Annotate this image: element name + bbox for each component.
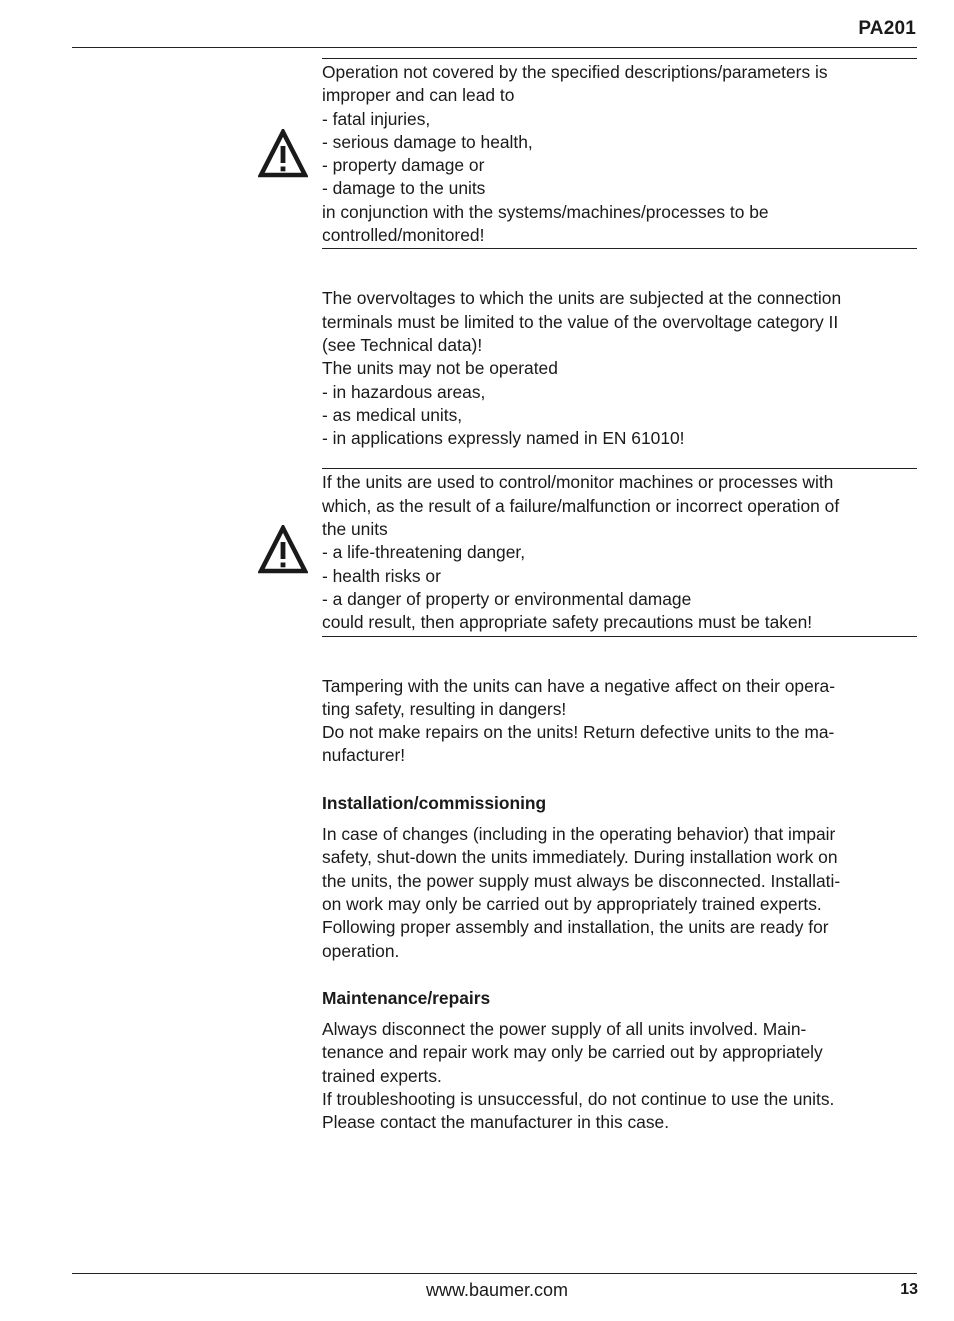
text-line: - health risks or [322,565,441,586]
warning-box-safety-precautions [322,468,917,636]
text-line: - damage to the units [322,178,486,199]
heading-maintenance: Maintenance/repairs [322,987,491,1008]
warning-text-2 [322,471,917,634]
page-number: 13 [900,1281,918,1298]
text-line: trained experts. [322,1065,442,1086]
header-rule [72,47,917,48]
text-line: in conjunction with the systems/machines/processes to be [322,201,769,222]
text-line: the units, the power supply must always be disconnected. Installati- [322,870,841,891]
text-line: Do not make repairs on the units! Return defective units to the ma- [322,722,835,743]
text-line: Following proper assembly and installation, the units are ready for [322,917,829,938]
text-line: controlled/monitored! [322,225,485,246]
text-line: - property damage or [322,155,485,176]
heading-installation: Installation/commissioning [322,792,547,813]
text-line: which, as the result of a failure/malfunction or incorrect operation of [322,495,840,516]
text-line: ting safety, resulting in dangers! [322,698,567,719]
footer-url-link[interactable]: www.baumer.com [425,1280,569,1300]
text-line: - a danger of property or environmental damage [322,588,692,609]
text-line: If troubleshooting is unsuccessful, do not continue to use the units. [322,1088,835,1109]
text-line: - serious damage to health, [322,131,533,152]
text-line: In case of changes (including in the operating behavior) that impair [322,824,836,845]
text-line: If the units are used to control/monitor machines or processes with [322,472,834,493]
text-line: Operation not covered by the specified descriptions/parameters is [322,62,828,82]
text-line: Please contact the manufacturer in this case. [322,1112,670,1133]
warning-box-improper-operation [322,58,917,249]
document-title: PA201 [858,18,916,39]
paragraph-installation [322,823,917,963]
warning-triangle-icon [258,129,308,179]
text-line: improper and can lead to [322,85,515,106]
text-line: terminals must be limited to the value of the overvoltage category II [322,311,839,332]
text-line: nufacturer! [322,745,406,766]
warning-text-1 [322,61,917,247]
text-line: (see Technical data)! [322,334,483,355]
text-line: safety, shut-down the units immediately. During installation work on [322,847,838,868]
text-line: Tampering with the units can have a negative affect on their opera- [322,675,836,696]
page-content [322,58,917,1135]
text-line: - in applications expressly named in EN 61010! [322,428,685,449]
footer-rule [72,1273,917,1274]
text-line: The overvoltages to which the units are subjected at the connection [322,288,842,309]
paragraph-tampering [322,675,917,768]
text-line: Always disconnect the power supply of all units involved. Main- [322,1019,807,1040]
text-line: - as medical units, [322,404,463,425]
text-line: the units [322,519,388,540]
text-line: - in hazardous areas, [322,381,486,402]
text-line: The units may not be operated [322,358,558,379]
text-line: - a life-threatening danger, [322,542,526,563]
paragraph-maintenance [322,1018,917,1134]
text-line: operation. [322,940,400,961]
text-line: could result, then appropriate safety precautions must be taken! [322,612,813,633]
text-line: on work may only be carried out by appropriately trained experts. [322,893,822,914]
warning-triangle-icon [258,525,308,575]
text-line: - fatal injuries, [322,108,431,129]
paragraph-overvoltage [322,287,917,450]
text-line: tenance and repair work may only be carried out by appropriately [322,1042,823,1063]
